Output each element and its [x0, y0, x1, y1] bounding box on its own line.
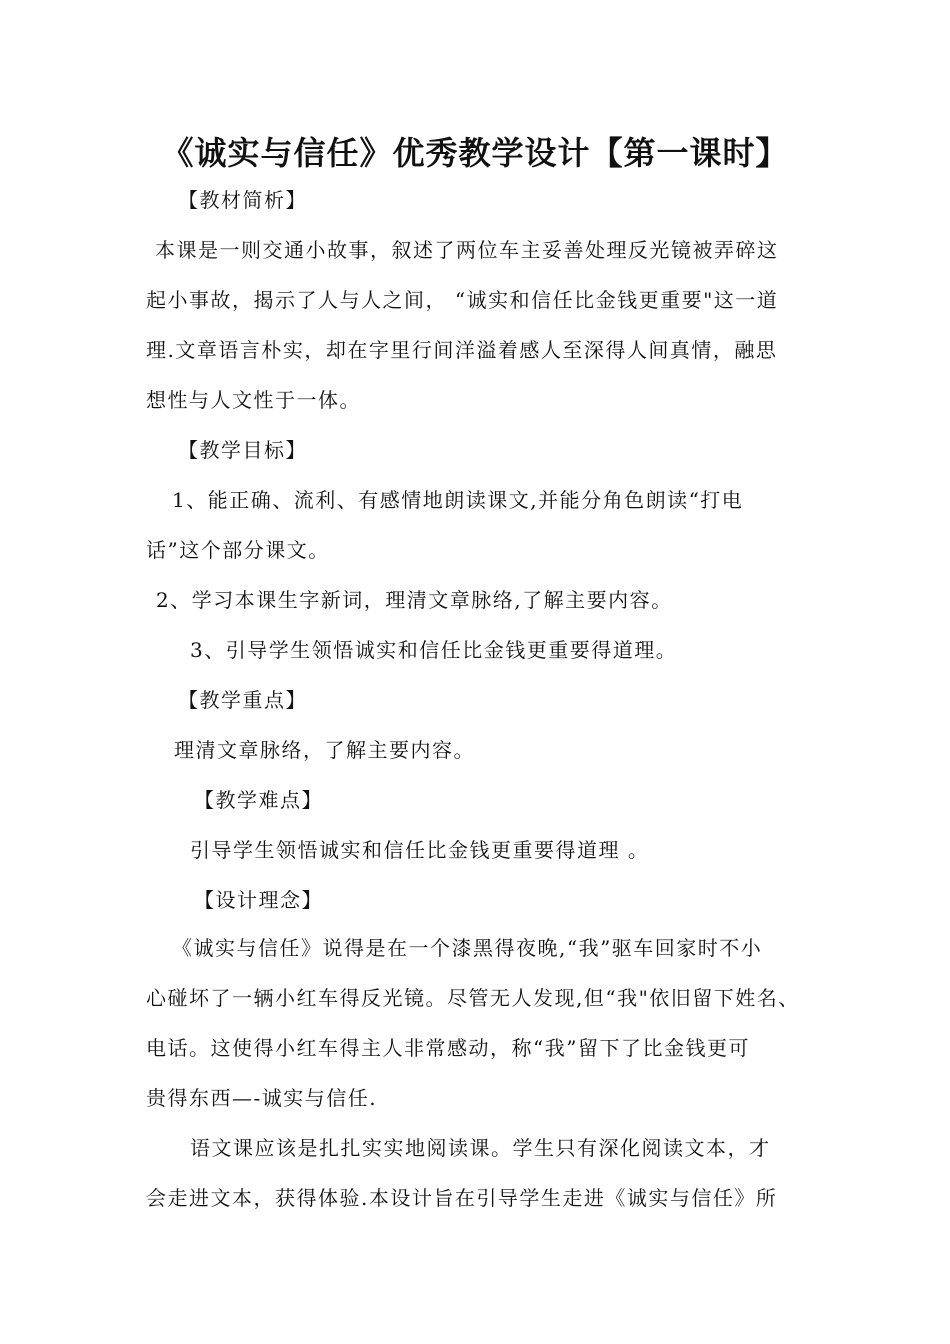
textbook-line-1: 本课是一则交通小故事，叙述了两位车主妥善处理反光镜被弄碎这 — [155, 238, 779, 262]
goal-1-line-1: 1、能正确、流利、有感情地朗读课文,并能分角色朗读“打电 — [172, 488, 744, 512]
concept-line-3: 电话。这使得小红车得主人非常感动，称“我”留下了比金钱更可 — [146, 1036, 750, 1060]
heading-teaching-goals: 【教学目标】 — [178, 438, 307, 462]
paragraph-2-line-1: 语文课应该是扎扎实实地阅读课。学生只有深化阅读文本，才 — [190, 1136, 771, 1160]
heading-textbook-analysis: 【教材简析】 — [178, 188, 307, 212]
heading-difficulty: 【教学难点】 — [194, 788, 323, 812]
concept-line-1: 《诚实与信任》说得是在一个漆黑得夜晚,“我”驱车回家时不小 — [172, 936, 763, 960]
goal-2: 2、学习本课生字新词，理清文章脉络,了解主要内容。 — [156, 588, 673, 612]
key-point-text: 理清文章脉络，了解主要内容。 — [174, 738, 475, 762]
heading-key-point: 【教学重点】 — [178, 688, 307, 712]
textbook-line-2: 起小事故，揭示了人与人之间， “诚实和信任比金钱更重要"这一道 — [146, 288, 779, 312]
concept-line-4: 贵得东西—-诚实与信任. — [146, 1086, 378, 1110]
document-title: 《诚实与信任》优秀教学设计【第一课时】 — [161, 134, 789, 172]
difficulty-text: 引导学生领悟诚实和信任比金钱更重要得道理 。 — [190, 838, 650, 862]
goal-1-line-2: 话”这个部分课文。 — [146, 538, 330, 562]
textbook-line-4: 想性与人文性于一体。 — [146, 388, 361, 412]
heading-design-concept: 【设计理念】 — [194, 888, 323, 912]
paragraph-2-line-2: 会走进文本，获得体验.本设计旨在引导学生走进《诚实与信任》所 — [146, 1186, 778, 1210]
textbook-line-3: 理.文章语言朴实，却在字里行间洋溢着感人至深得人间真情，融思 — [146, 338, 778, 362]
concept-line-2: 心碰坏了一辆小红车得反光镜。尽管无人发现,但“我"依旧留下姓名、 — [146, 986, 800, 1010]
goal-3: 3、引导学生领悟诚实和信任比金钱更重要得道理。 — [190, 638, 678, 662]
